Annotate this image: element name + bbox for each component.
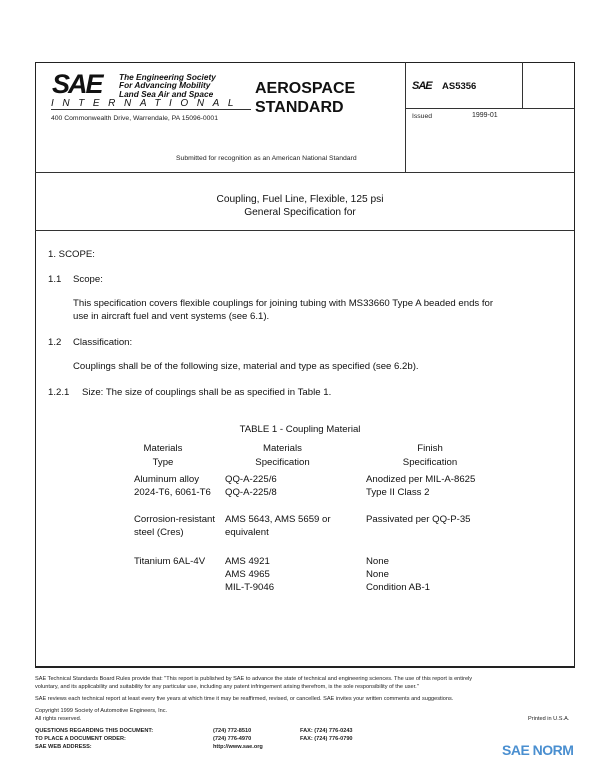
section-number: 1.2.1 — [48, 387, 70, 398]
contact-fax: FAX: (724) 776-0243 — [300, 728, 353, 734]
society-line: Land Sea Air and Space — [119, 88, 214, 99]
divider — [405, 108, 574, 109]
doc-type-line: AEROSPACE — [255, 80, 356, 97]
contact-phone: (724) 776-4970 — [213, 736, 252, 742]
table-cell: AMS 4921 — [225, 556, 270, 567]
table-cell: Corrosion-resistant — [134, 514, 216, 525]
table-header: Type — [152, 457, 174, 468]
section-number: 1.1 — [48, 274, 62, 285]
paragraph: use in aircraft fuel and vent systems (see 6.1). — [73, 311, 270, 322]
table-cell: MIL-T-9046 — [225, 582, 275, 593]
table-cell: Anodized per MIL-A-8625 — [366, 474, 476, 485]
table-cell: Passivated per QQ-P-35 — [366, 514, 471, 525]
table-cell: Titanium 6AL-4V — [134, 556, 206, 567]
table-header: Specification — [255, 457, 310, 468]
footer-note: SAE reviews each technical report at least every five years at which time it may be reaffirmed, revised, or cancelled. SAE invites your written comments and suggestions. — [35, 696, 454, 702]
table-cell: Aluminum alloy — [134, 474, 200, 485]
table-cell: Type II Class 2 — [366, 487, 430, 498]
footer-note: voluntary, and its applicability and suitability for any particular use, including any patent infringement arising therefrom, is the sole responsibility of the user." — [35, 684, 419, 690]
title-line: Coupling, Fuel Line, Flexible, 125 psi — [216, 194, 384, 205]
table-cell: Condition AB-1 — [366, 582, 430, 593]
address: 400 Commonwealth Drive, Warrendale, PA 15096-0001 — [51, 115, 218, 122]
divider — [522, 62, 523, 108]
society-line: For Advancing Mobility — [119, 80, 211, 91]
divider — [405, 62, 406, 172]
divider — [35, 172, 574, 173]
table-cell: steel (Cres) — [134, 527, 184, 538]
table-header: Finish — [417, 443, 443, 454]
divider — [35, 666, 574, 668]
sae-norm-watermark: SAE NORM — [502, 742, 574, 758]
contact-phone: (724) 772-8510 — [213, 728, 252, 734]
printed: Printed in U.S.A. — [528, 716, 570, 722]
society-text — [119, 73, 216, 98]
divider — [35, 230, 574, 231]
document-title — [0, 193, 600, 219]
title-line: General Specification for — [244, 207, 356, 218]
table-cell: None — [366, 569, 389, 580]
society-line: The Engineering Society — [119, 72, 216, 82]
paragraph: This specification covers flexible couplings for joining tubing with MS33660 Type A beaded ends for — [73, 298, 494, 309]
table-header: Materials — [143, 443, 183, 454]
table-cell: AMS 4965 — [225, 569, 270, 580]
rights: All rights reserved. — [35, 716, 82, 722]
section-heading: 1. SCOPE: — [48, 249, 95, 260]
section-heading: Classification: — [73, 337, 133, 348]
table-cell: QQ-A-225/6 — [225, 474, 277, 485]
contact-label: SAE WEB ADDRESS: — [35, 744, 92, 750]
sae-small-logo: SAE — [412, 80, 432, 92]
issued-label: Issued — [412, 113, 433, 120]
paragraph: Size: The size of couplings shall be as specified in Table 1. — [82, 387, 332, 398]
sae-logo: SAE — [52, 69, 102, 99]
table-caption: TABLE 1 - Coupling Material — [239, 424, 361, 435]
table-cell: None — [366, 556, 389, 567]
international-text: INTERNATIONAL — [51, 98, 251, 110]
contact-fax: FAX: (724) 776-0790 — [300, 736, 353, 742]
table-cell: equivalent — [225, 527, 269, 538]
table-cell: AMS 5643, AMS 5659 or — [225, 514, 331, 525]
table-cell: 2024-T6, 6061-T6 — [134, 487, 211, 498]
table-cell: QQ-A-225/8 — [225, 487, 277, 498]
table-header: Materials — [263, 443, 302, 454]
issued-date: 1999-01 — [472, 112, 498, 119]
paragraph: Couplings shall be of the following size, material and type as specified (see 6.2b). — [73, 361, 419, 372]
doc-number: AS5356 — [442, 81, 477, 92]
web-link[interactable]: http://www.sae.org — [213, 744, 263, 750]
table-header: Specification — [402, 457, 458, 468]
doc-type — [255, 79, 355, 117]
doc-type-line: STANDARD — [255, 99, 344, 116]
contact-label: TO PLACE A DOCUMENT ORDER: — [35, 736, 126, 742]
contact-label: QUESTIONS REGARDING THIS DOCUMENT: — [35, 728, 154, 734]
section-heading: Scope: — [73, 274, 103, 285]
copyright: Copyright 1999 Society of Automotive Engineers, Inc. — [35, 708, 168, 714]
section-number: 1.2 — [48, 337, 62, 348]
footer-note: SAE Technical Standards Board Rules provide that: "This report is published by SAE to advance the state of technical and engineering sciences. The use of this report is entirely — [35, 676, 473, 682]
ansi-note: Submitted for recognition as an American National Standard — [176, 155, 357, 162]
